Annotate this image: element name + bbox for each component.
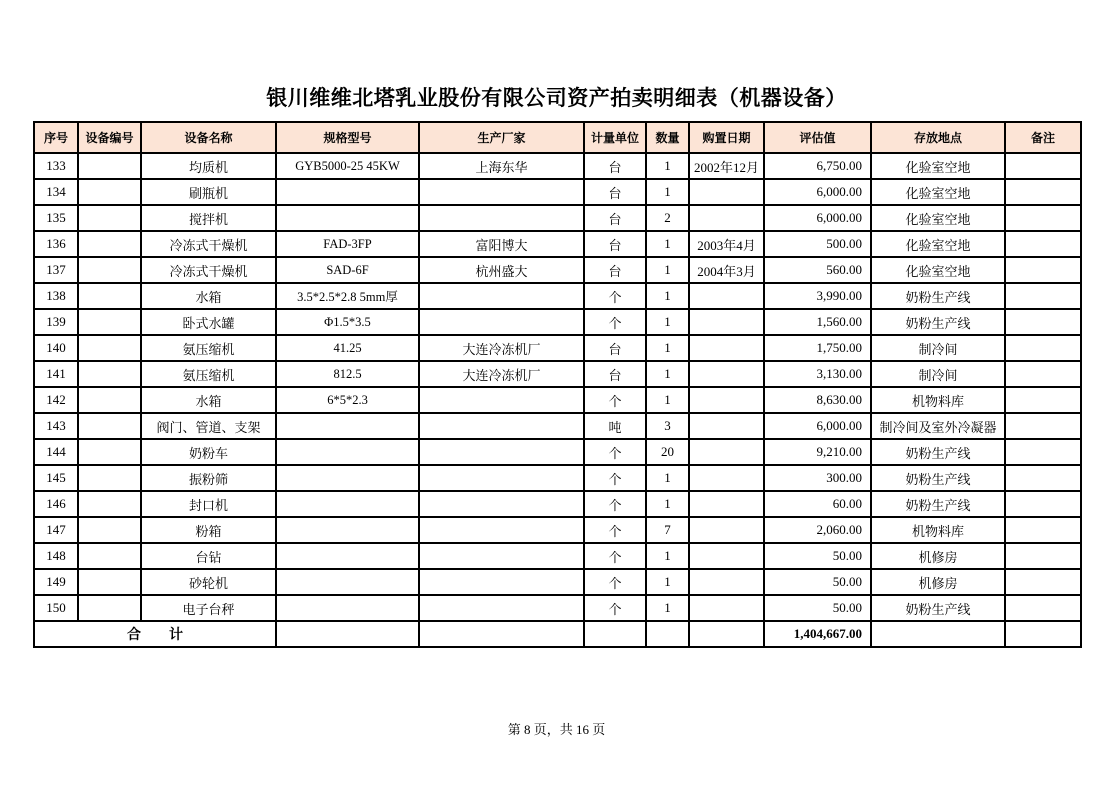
cell-eqno [78,439,141,465]
cell-name: 氨压缩机 [141,335,276,361]
cell-value: 300.00 [764,465,871,491]
cell-seq: 140 [34,335,78,361]
cell-loc: 制冷间及室外冷凝器 [871,413,1005,439]
cell-unit: 个 [584,387,646,413]
cell-remark [1005,595,1081,621]
cell-unit: 台 [584,205,646,231]
cell-remark [1005,387,1081,413]
cell-remark [1005,179,1081,205]
cell-value: 2,060.00 [764,517,871,543]
cell-qty: 1 [646,595,689,621]
cell-value: 6,000.00 [764,413,871,439]
cell-mfr: 杭州盛大 [419,257,584,283]
cell-mfr [419,595,584,621]
cell-loc: 奶粉生产线 [871,595,1005,621]
cell-unit: 台 [584,179,646,205]
cell-name: 卧式水罐 [141,309,276,335]
cell-seq: 150 [34,595,78,621]
cell-seq: 148 [34,543,78,569]
cell-value: 3,990.00 [764,283,871,309]
cell-spec: 812.5 [276,361,419,387]
cell-unit: 个 [584,569,646,595]
column-header-unit: 计量单位 [584,122,646,153]
cell-qty: 1 [646,153,689,179]
cell-mfr [419,387,584,413]
cell-date [689,543,764,569]
cell-unit: 个 [584,543,646,569]
cell-unit: 吨 [584,413,646,439]
table-row [34,517,1081,543]
cell-name: 搅拌机 [141,205,276,231]
column-header-name: 设备名称 [141,122,276,153]
cell-date [689,569,764,595]
cell-remark [1005,309,1081,335]
cell-remark [1005,569,1081,595]
cell-spec [276,413,419,439]
cell-remark [1005,517,1081,543]
cell-value: 9,210.00 [764,439,871,465]
cell-name: 阀门、管道、支架 [141,413,276,439]
cell-spec [276,491,419,517]
cell-loc: 机修房 [871,569,1005,595]
cell-seq: 141 [34,361,78,387]
cell-value: 560.00 [764,257,871,283]
cell-mfr [419,465,584,491]
cell-eqno [78,517,141,543]
cell-spec [276,595,419,621]
cell-loc: 奶粉生产线 [871,491,1005,517]
cell-loc: 化验室空地 [871,257,1005,283]
cell-mfr [419,283,584,309]
cell-value: 8,630.00 [764,387,871,413]
cell-name: 刷瓶机 [141,179,276,205]
cell-seq: 147 [34,517,78,543]
total-cell-remark [1005,621,1081,647]
table-row [34,361,1081,387]
cell-remark [1005,465,1081,491]
cell-spec [276,517,419,543]
cell-eqno [78,283,141,309]
cell-spec [276,543,419,569]
column-header-loc: 存放地点 [871,122,1005,153]
cell-seq: 134 [34,179,78,205]
cell-seq: 149 [34,569,78,595]
cell-eqno [78,205,141,231]
cell-qty: 1 [646,335,689,361]
cell-unit: 台 [584,153,646,179]
cell-loc: 奶粉生产线 [871,439,1005,465]
cell-qty: 1 [646,569,689,595]
cell-mfr [419,439,584,465]
cell-unit: 台 [584,361,646,387]
cell-date [689,491,764,517]
cell-unit: 个 [584,283,646,309]
cell-eqno [78,179,141,205]
total-cell-mfr [419,621,584,647]
cell-date [689,517,764,543]
cell-qty: 1 [646,491,689,517]
column-header-remark: 备注 [1005,122,1081,153]
cell-value: 6,000.00 [764,205,871,231]
total-value: 1,404,667.00 [764,621,871,647]
cell-unit: 个 [584,309,646,335]
cell-qty: 1 [646,543,689,569]
cell-name: 粉箱 [141,517,276,543]
cell-loc: 机物料库 [871,517,1005,543]
cell-mfr: 富阳博大 [419,231,584,257]
cell-name: 氨压缩机 [141,361,276,387]
cell-unit: 台 [584,231,646,257]
cell-eqno [78,543,141,569]
cell-date [689,439,764,465]
cell-seq: 139 [34,309,78,335]
total-cell-unit [584,621,646,647]
cell-qty: 1 [646,231,689,257]
cell-spec: SAD-6F [276,257,419,283]
cell-qty: 1 [646,179,689,205]
cell-unit: 台 [584,335,646,361]
cell-loc: 制冷间 [871,335,1005,361]
total-cell-date [689,621,764,647]
cell-name: 电子台秤 [141,595,276,621]
table-row [34,179,1081,205]
cell-remark [1005,335,1081,361]
page-title: 银川维维北塔乳业股份有限公司资产拍卖明细表（机器设备） [266,87,847,110]
table-header-row [34,122,1081,153]
cell-remark [1005,231,1081,257]
cell-eqno [78,595,141,621]
cell-date [689,387,764,413]
cell-remark [1005,413,1081,439]
cell-qty: 1 [646,309,689,335]
table-row [34,387,1081,413]
column-header-eqno: 设备编号 [78,122,141,153]
cell-remark [1005,491,1081,517]
table-row [34,543,1081,569]
cell-value: 3,130.00 [764,361,871,387]
cell-mfr [419,413,584,439]
column-header-value: 评估值 [764,122,871,153]
cell-eqno [78,491,141,517]
cell-date [689,309,764,335]
table-row [34,439,1081,465]
cell-eqno [78,309,141,335]
cell-eqno [78,413,141,439]
cell-value: 1,750.00 [764,335,871,361]
cell-loc: 机修房 [871,543,1005,569]
cell-unit: 个 [584,465,646,491]
cell-seq: 146 [34,491,78,517]
cell-loc: 奶粉生产线 [871,465,1005,491]
cell-date [689,595,764,621]
cell-mfr [419,517,584,543]
cell-spec [276,465,419,491]
table-row [34,413,1081,439]
cell-seq: 137 [34,257,78,283]
cell-date: 2004年3月 [689,257,764,283]
column-header-seq: 序号 [34,122,78,153]
cell-seq: 138 [34,283,78,309]
cell-loc: 化验室空地 [871,179,1005,205]
cell-mfr: 上海东华 [419,153,584,179]
cell-seq: 142 [34,387,78,413]
table-row [34,153,1081,179]
cell-eqno [78,153,141,179]
cell-qty: 1 [646,465,689,491]
cell-loc: 奶粉生产线 [871,309,1005,335]
cell-loc: 机物料库 [871,387,1005,413]
cell-date [689,413,764,439]
cell-qty: 20 [646,439,689,465]
cell-mfr [419,309,584,335]
cell-unit: 个 [584,491,646,517]
total-cell-qty [646,621,689,647]
cell-seq: 136 [34,231,78,257]
cell-loc: 化验室空地 [871,153,1005,179]
cell-seq: 133 [34,153,78,179]
cell-eqno [78,387,141,413]
cell-spec: 6*5*2.3 [276,387,419,413]
table-row [34,335,1081,361]
cell-unit: 台 [584,257,646,283]
cell-name: 台钻 [141,543,276,569]
column-header-spec: 规格型号 [276,122,419,153]
cell-date [689,465,764,491]
cell-name: 水箱 [141,283,276,309]
cell-value: 1,560.00 [764,309,871,335]
cell-qty: 1 [646,387,689,413]
table-row [34,595,1081,621]
cell-value: 500.00 [764,231,871,257]
cell-unit: 个 [584,595,646,621]
cell-spec: 3.5*2.5*2.8 5mm厚 [276,283,419,309]
cell-eqno [78,231,141,257]
asset-detail-table [33,121,1082,648]
cell-remark [1005,543,1081,569]
cell-eqno [78,361,141,387]
cell-loc: 制冷间 [871,361,1005,387]
cell-date [689,361,764,387]
cell-name: 冷冻式干燥机 [141,257,276,283]
cell-loc: 化验室空地 [871,231,1005,257]
total-cell-spec [276,621,419,647]
page-footer: 第 8 页，共 16 页 [507,722,606,737]
cell-qty: 7 [646,517,689,543]
table-row [34,231,1081,257]
cell-remark [1005,205,1081,231]
cell-qty: 1 [646,361,689,387]
cell-spec [276,439,419,465]
cell-seq: 144 [34,439,78,465]
total-row [34,621,1081,647]
total-cell-loc [871,621,1005,647]
cell-unit: 个 [584,439,646,465]
cell-name: 振粉筛 [141,465,276,491]
cell-remark [1005,439,1081,465]
cell-date [689,283,764,309]
cell-seq: 145 [34,465,78,491]
cell-qty: 3 [646,413,689,439]
table-row [34,205,1081,231]
cell-mfr [419,205,584,231]
cell-qty: 1 [646,283,689,309]
cell-name: 封口机 [141,491,276,517]
cell-mfr: 大连冷冻机厂 [419,361,584,387]
cell-eqno [78,335,141,361]
cell-qty: 2 [646,205,689,231]
total-label: 合 计 [34,621,276,647]
cell-date: 2002年12月 [689,153,764,179]
cell-value: 6,750.00 [764,153,871,179]
cell-loc: 化验室空地 [871,205,1005,231]
column-header-mfr: 生产厂家 [419,122,584,153]
cell-loc: 奶粉生产线 [871,283,1005,309]
cell-mfr [419,179,584,205]
cell-remark [1005,361,1081,387]
cell-spec: FAD-3FP [276,231,419,257]
cell-value: 6,000.00 [764,179,871,205]
cell-spec [276,205,419,231]
cell-seq: 143 [34,413,78,439]
cell-date: 2003年4月 [689,231,764,257]
table-row [34,309,1081,335]
cell-name: 水箱 [141,387,276,413]
table-row [34,283,1081,309]
cell-name: 砂轮机 [141,569,276,595]
cell-remark [1005,283,1081,309]
cell-name: 冷冻式干燥机 [141,231,276,257]
cell-spec [276,179,419,205]
cell-qty: 1 [646,257,689,283]
cell-spec: Φ1.5*3.5 [276,309,419,335]
cell-value: 50.00 [764,595,871,621]
cell-mfr: 大连冷冻机厂 [419,335,584,361]
cell-eqno [78,257,141,283]
cell-remark [1005,257,1081,283]
cell-name: 奶粉车 [141,439,276,465]
cell-date [689,335,764,361]
cell-eqno [78,569,141,595]
table-row [34,491,1081,517]
cell-name: 均质机 [141,153,276,179]
cell-date [689,205,764,231]
cell-mfr [419,569,584,595]
cell-eqno [78,465,141,491]
cell-value: 60.00 [764,491,871,517]
cell-spec [276,569,419,595]
column-header-qty: 数量 [646,122,689,153]
cell-value: 50.00 [764,543,871,569]
cell-mfr [419,543,584,569]
table-row [34,465,1081,491]
cell-seq: 135 [34,205,78,231]
column-header-date: 购置日期 [689,122,764,153]
cell-remark [1005,153,1081,179]
cell-spec: 41.25 [276,335,419,361]
table-row [34,257,1081,283]
cell-date [689,179,764,205]
cell-value: 50.00 [764,569,871,595]
table-row [34,569,1081,595]
cell-spec: GYB5000-25 45KW [276,153,419,179]
cell-mfr [419,491,584,517]
cell-unit: 个 [584,517,646,543]
